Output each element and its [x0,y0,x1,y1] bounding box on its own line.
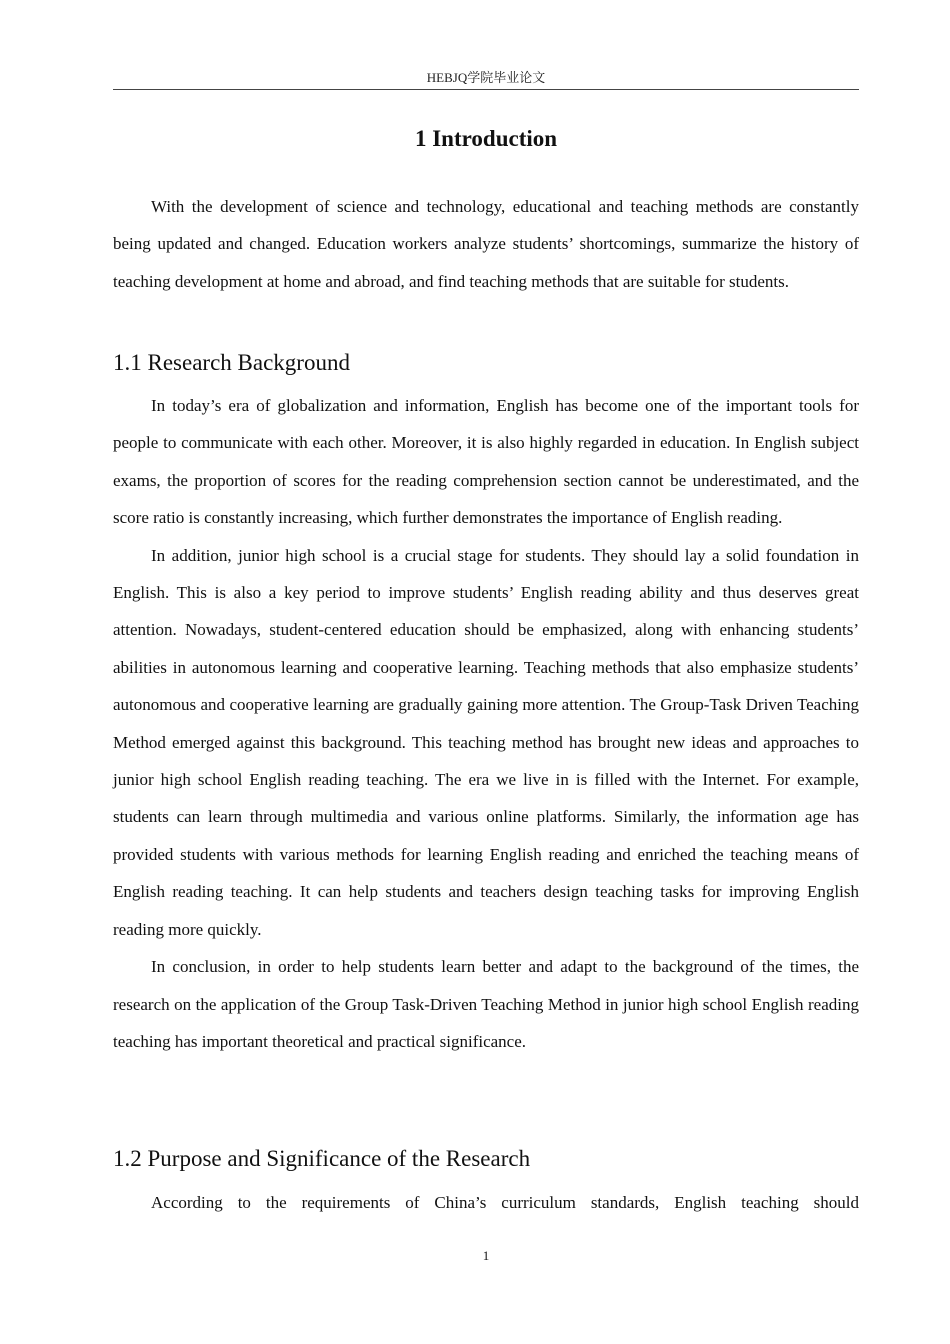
header-rule [113,89,859,90]
document-page [113,0,859,1344]
intro-paragraph: With the development of science and technology, educational and teaching methods are constantly being updated and changed. Education workers analyze students’ shortcomings, summarize the history of teaching development at home and abroad, and find teaching methods that are suitable for students. [113,197,859,291]
body-paragraph: In conclusion, in order to help students learn better and adapt to the background of the times, the research on the application of the Group Task-Driven Teaching Method in junior high school English reading teaching has important theoretical and practical significance. [113,957,859,1051]
page-number: 1 [482,1248,490,1263]
research-background-section [113,387,859,1060]
body-paragraph: According to the requirements of China’s curriculum standards, English teaching should [151,1193,859,1212]
section-heading-purpose-significance: 1.2 Purpose and Significance of the Research [113,1146,531,1171]
section-heading-research-background: 1.1 Research Background [113,350,350,375]
intro-section [113,188,859,300]
body-paragraph: In addition, junior high school is a crucial stage for students. They should lay a solid foundation in English. This is also a key period to improve students’ English reading ability and thus deserves great attention. Nowadays, student-centered education should be emphasized, along with enhancing students’ abilities in autonomous learning and cooperative learning. Teaching methods that also emphasize students’ autonomous and cooperative learning are gradually gaining more attention. The Group-Task Driven Teaching Method emerged against this background. This teaching method has brought new ideas and approaches to junior high school English reading teaching. The era we live in is filled with the Internet. For example, students can learn through multimedia and various online platforms. Similarly, the information age has provided students with various methods for learning English reading and enriched the teaching means of English reading teaching. It can help students and teachers design teaching tasks for improving English reading more quickly. [113,545,859,939]
running-header: HEBJQ学院毕业论文 [426,70,546,85]
body-paragraph: In today’s era of globalization and information, English has become one of the important tools for people to communicate with each other. Moreover, it is also highly regarded in education. In English subject exams, the proportion of scores for the reading comprehension section cannot be underestimated, and the score ratio is constantly increasing, which further demonstrates the importance of English reading. [113,396,859,528]
chapter-title: 1 Introduction [414,126,558,151]
purpose-significance-section [113,1184,859,1221]
